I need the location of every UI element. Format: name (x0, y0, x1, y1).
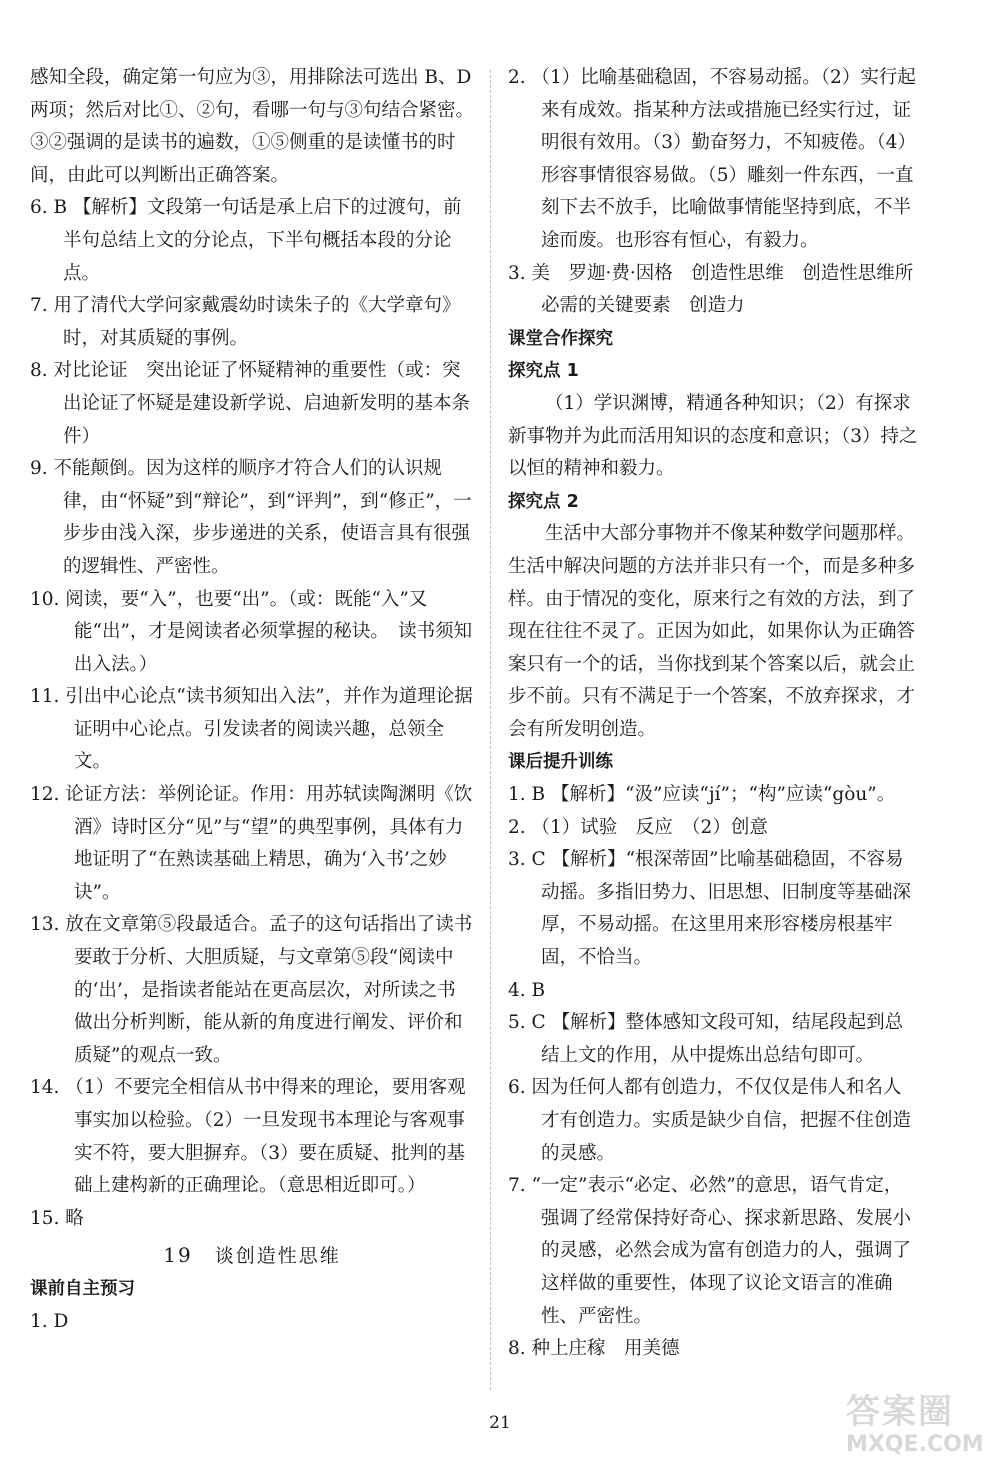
answer-item: 8. 种上庄稼 用美德 (508, 1338, 680, 1360)
left-tail-list (30, 1273, 474, 1338)
column-divider (490, 70, 491, 1390)
answer-item: 4. B (508, 979, 546, 1001)
answer-item: 感知全段，确定第一句应为③，用排除法可选出 B、D 两项；然后对比①、②句，看哪一句与③句结合紧密。③②强调的是读书的遍数，①⑤侧重的是读懂书的时间，由此可以判断出正确答案。 (30, 67, 475, 186)
lesson-number: 19 (163, 1243, 193, 1268)
watermark-bottom-text: MXQE.COM (846, 1432, 984, 1457)
lesson-heading (30, 1239, 474, 1273)
section-heading: 探究点 1 (508, 361, 579, 382)
answer-item: 12. 论证方法：举例论证。作用：用苏轼读陶渊明《饮酒》诗时区分“见”与“望”的典型事例，具体有力地证明了“在熟读基础上精思，确为‘入书’之妙诀”。 (30, 784, 473, 903)
answer-item: 6. B 【解析】文段第一句话是承上启下的过渡句，前半句总结上文的分论点，下半句概括本段的分论点。 (30, 197, 462, 284)
answer-item: 3. 美 罗迦·费·因格 创造性思维 创造性思维所必需的关键要素 创造力 (508, 262, 914, 317)
section-heading: 课堂合作探究 (508, 328, 613, 349)
answer-item: 7. “一定”表示“必定、必然”的意思，语气肯定，强调了经常保持好奇心、探求新思路、发展小的灵感，必然会成为富有创造力的人，强调了这样做的重要性，体现了议论文语言的准确性、严密性。 (508, 1175, 912, 1327)
left-column (30, 62, 474, 1338)
answer-item: 5. C 【解析】整体感知文段可知，结尾段起到总结上文的作用，从中提炼出总结句即可。 (508, 1012, 904, 1066)
answer-item: 1. D (30, 1310, 69, 1332)
section-heading: 课后提升训练 (508, 752, 613, 773)
watermark-top-text: 答案圈 (846, 1392, 954, 1432)
answer-item: 14. （1）不要完全相信从书中得来的理论，要用客观事实加以检验。（2）一旦发现书本理论与客观事实不符，要大胆摒弃。（3）要在质疑、批判的基础上建构新的正确理论。（意思相近即可。） (30, 1077, 466, 1197)
answer-item: 1. B 【解析】“汲”应读“jí”；“构”应读“gòu”。 (508, 784, 896, 806)
answer-paragraph: 生活中大部分事物并不像某种数学问题那样。生活中解决问题的方法并非只有一个，而是多种多样。由于情况的变化，原来行之有效的方法，到了现在往往不灵了。正因为如此，如果你认为正确答案只有一个的话，当你找到某个答案以后，就会止步不前。只有不满足于一个答案，不放弃探求，才会有所发明创造。 (508, 523, 916, 740)
page-number: 21 (489, 1413, 511, 1433)
answer-item: 2. （1）比喻基础稳固，不容易动摇。（2）实行起来有成效。指某种方法或措施已经实行过，证明很有效用。（3）勤奋努力，不知疲倦。（4）形容事情很容易做。（5）雕刻一件东西，一直刻下去不放手，比喻做事情能坚持到底，不半途而废。也形容有恒心，有毅力。 (508, 67, 917, 251)
answer-item: 10. 阅读，要“入”，也要“出”。（或：既能“入”又能“出”，才是阅读者必须掌握的秘诀。 读书须知出入法。） (30, 588, 473, 675)
answer-item: 13. 放在文章第⑤段最适合。孟子的这句话指出了读书要敢于分析、大胆质疑，与文章第⑤段“阅读中的‘出’，是指读者能站在更高层次，对所读之书做出分析判断，能从新的角度进行阐发、评价和质疑”的观点一致。 (30, 914, 473, 1066)
answer-item: 15. 略 (30, 1207, 84, 1229)
answer-item: 2. （1）试验 反应 （2）创意 (508, 816, 768, 838)
answer-item: 8. 对比论证 突出论证了怀疑精神的重要性（或：突出论证了怀疑是建设新学说、启迪新发明的基本条件） (30, 360, 471, 447)
left-answer-list (30, 62, 474, 1235)
answer-item: 3. C 【解析】“根深蒂固”比喻基础稳固，不容易动摇。多指旧势力、旧思想、旧制度等基础深厚，不易动摇。在这里用来形容楼房根基牢固，不恰当。 (508, 849, 912, 969)
answer-item: 7. 用了清代大学问家戴震幼时读朱子的《大学章句》时，对其质疑的事例。 (30, 295, 461, 349)
section-heading: 探究点 2 (508, 491, 579, 512)
right-answer-list (508, 62, 918, 1366)
answer-item: 6. 因为任何人都有创造力，不仅仅是伟人和名人才有创造力。实质是缺少自信，把握不住创造的灵感。 (508, 1077, 912, 1164)
answer-item: 11. 引出中心论点“读书须知出入法”，并作为道理论据证明中心论点。引发读者的阅读兴趣，总领全文。 (30, 686, 473, 773)
lesson-title: 谈创造性思维 (214, 1245, 341, 1268)
section-heading: 课前自主预习 (30, 1278, 135, 1299)
answer-item: 9. 不能颠倒。因为这样的顺序才符合人们的认识规律，由“怀疑”到“辩论”，到“评判”，到“修正”，一步步由浅入深，步步递进的关系，使语言具有很强的逻辑性、严密性。 (30, 458, 472, 577)
answer-paragraph: （1）学识渊博，精通各种知识；（2）有探求新事物并为此而活用知识的态度和意识；（3）持之以恒的精神和毅力。 (508, 392, 918, 480)
watermark-logo (846, 1392, 996, 1464)
right-column (508, 62, 918, 1366)
